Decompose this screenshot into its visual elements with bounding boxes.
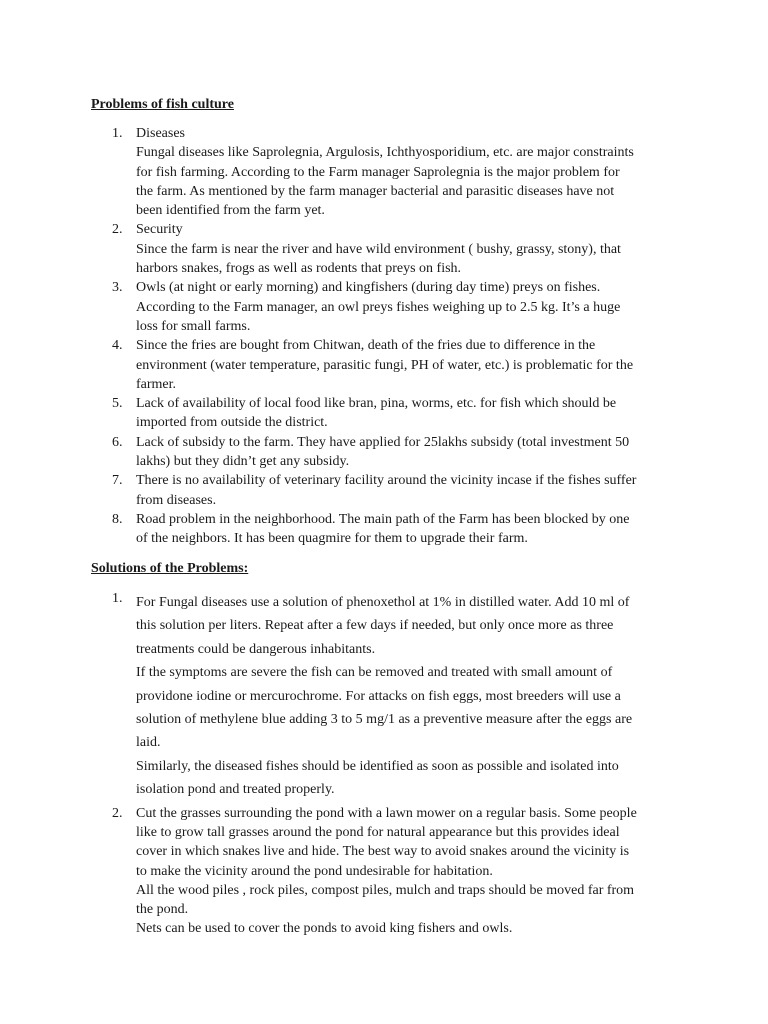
- problem-item-line: Diseases: [136, 126, 185, 141]
- problem-item-number: 8.: [112, 511, 123, 527]
- problem-item: [90, 471, 680, 510]
- solution-item-line: Nets can be used to cover the ponds to avoid king fishers and owls.: [136, 921, 513, 937]
- problem-item-line: Security: [136, 222, 183, 238]
- problem-item-line: Since the farm is near the river and have wild environment ( bushy, grassy, stony), that: [136, 241, 621, 257]
- solution-item-number: 1.: [112, 591, 123, 606]
- problem-item-line: Road problem in the neighborhood. The main path of the Farm has been blocked by one: [136, 511, 630, 527]
- problem-item-line: loss for small farms.: [136, 318, 251, 334]
- solution-item-line: For Fungal diseases use a solution of phenoxethol at 1% in distilled water. Add 10 ml of: [136, 595, 630, 610]
- solutions-list: [90, 591, 680, 939]
- solutions-heading: Solutions of the Problems:: [91, 561, 249, 576]
- solution-item-line: All the wood piles , rock piles, compost piles, mulch and traps should be moved far from: [136, 882, 635, 898]
- problem-item: [90, 278, 680, 336]
- problem-item-number: 2.: [112, 222, 123, 238]
- problem-item: [90, 510, 680, 549]
- problem-item-line: been identified from the farm yet.: [136, 203, 325, 219]
- problem-item: [90, 124, 680, 220]
- problem-item-line: from diseases.: [136, 492, 217, 508]
- problems-list: [90, 124, 680, 549]
- solution-item-line: Similarly, the diseased fishes should be identified as soon as possible and isolated into: [136, 758, 619, 774]
- problem-item: [90, 433, 680, 472]
- problem-item: [90, 394, 680, 433]
- problem-item-line: farmer.: [136, 376, 177, 392]
- problem-item-line: harbors snakes, frogs as well as rodents that preys on fish.: [136, 261, 462, 277]
- problem-item-number: 7.: [112, 473, 123, 489]
- solution-item-line: cover in which snakes live and hide. The best way to avoid snakes around the vicinity is: [136, 844, 630, 860]
- problem-item-line: Fungal diseases like Saprolegnia, Argulosis, Ichthyosporidium, etc. are major constraints: [136, 145, 634, 161]
- solution-item: [90, 804, 680, 939]
- problem-item-line: for fish farming. According to the Farm manager Saprolegnia is the major problem for: [136, 164, 620, 180]
- problem-item-line: There is no availability of veterinary facility around the vicinity incase if the fishes suffer: [136, 473, 637, 489]
- solution-item-line: treatments could be dangerous inhabitants.: [136, 641, 376, 657]
- problem-item-line: According to the Farm manager, an owl preys fishes weighing up to 2.5 kg. It’s a huge: [136, 299, 621, 315]
- problem-item-number: 5.: [112, 396, 123, 412]
- problem-item-line: lakhs) but they didn’t get any subsidy.: [136, 454, 350, 470]
- problem-item-line: imported from outside the district.: [136, 415, 328, 431]
- problem-item-line: the farm. As mentioned by the farm manager bacterial and parasitic diseases have not: [136, 183, 615, 199]
- solution-item-line: to make the vicinity around the pond undesirable for habitation.: [136, 863, 493, 879]
- problem-item-number: 6.: [112, 434, 123, 450]
- problem-item-line: Lack of availability of local food like bran, pina, worms, etc. for fish which should be: [136, 396, 617, 412]
- solution-item: [90, 591, 680, 802]
- solution-item-line: like to grow tall grasses around the pond for natural appearance but this provides ideal: [136, 824, 620, 840]
- solution-item-number: 2.: [112, 805, 123, 821]
- problem-item-line: Since the fries are bought from Chitwan, death of the fries due to difference in the: [136, 338, 596, 354]
- solution-item-line: isolation pond and treated properly.: [136, 782, 335, 798]
- problem-item-line: Owls (at night or early morning) and kingfishers (during day time) preys on fishes.: [136, 280, 601, 296]
- problem-item: [90, 220, 680, 278]
- solution-item-line: If the symptoms are severe the fish can be removed and treated with small amount of: [136, 665, 613, 681]
- problem-item-line: of the neighbors. It has been quagmire for them to upgrade their farm.: [136, 531, 528, 547]
- solution-item-line: Cut the grasses surrounding the pond with a lawn mower on a regular basis. Some people: [136, 805, 637, 821]
- solution-item-line: the pond.: [136, 902, 189, 918]
- solution-item-line: providone iodine or mercurochrome. For attacks on fish eggs, most breeders will use a: [136, 688, 621, 704]
- problem-item-number: 4.: [112, 338, 123, 354]
- problem-item: [90, 336, 680, 394]
- problem-item-line: Lack of subsidy to the farm. They have applied for 25lakhs subsidy (total investment 50: [136, 434, 630, 450]
- problem-item-number: 1.: [112, 126, 123, 141]
- solution-item-line: this solution per liters. Repeat after a few days if needed, but only once more as three: [136, 618, 614, 634]
- solution-item-line: solution of methylene blue adding 3 to 5 mg/1 as a preventive measure after the eggs are: [136, 712, 633, 728]
- problem-item-line: environment (water temperature, parasitic fungi, PH of water, etc.) is problematic for the: [136, 357, 634, 373]
- problem-item-number: 3.: [112, 280, 123, 296]
- problems-heading: Problems of fish culture: [91, 97, 234, 112]
- solution-item-line: laid.: [136, 735, 161, 751]
